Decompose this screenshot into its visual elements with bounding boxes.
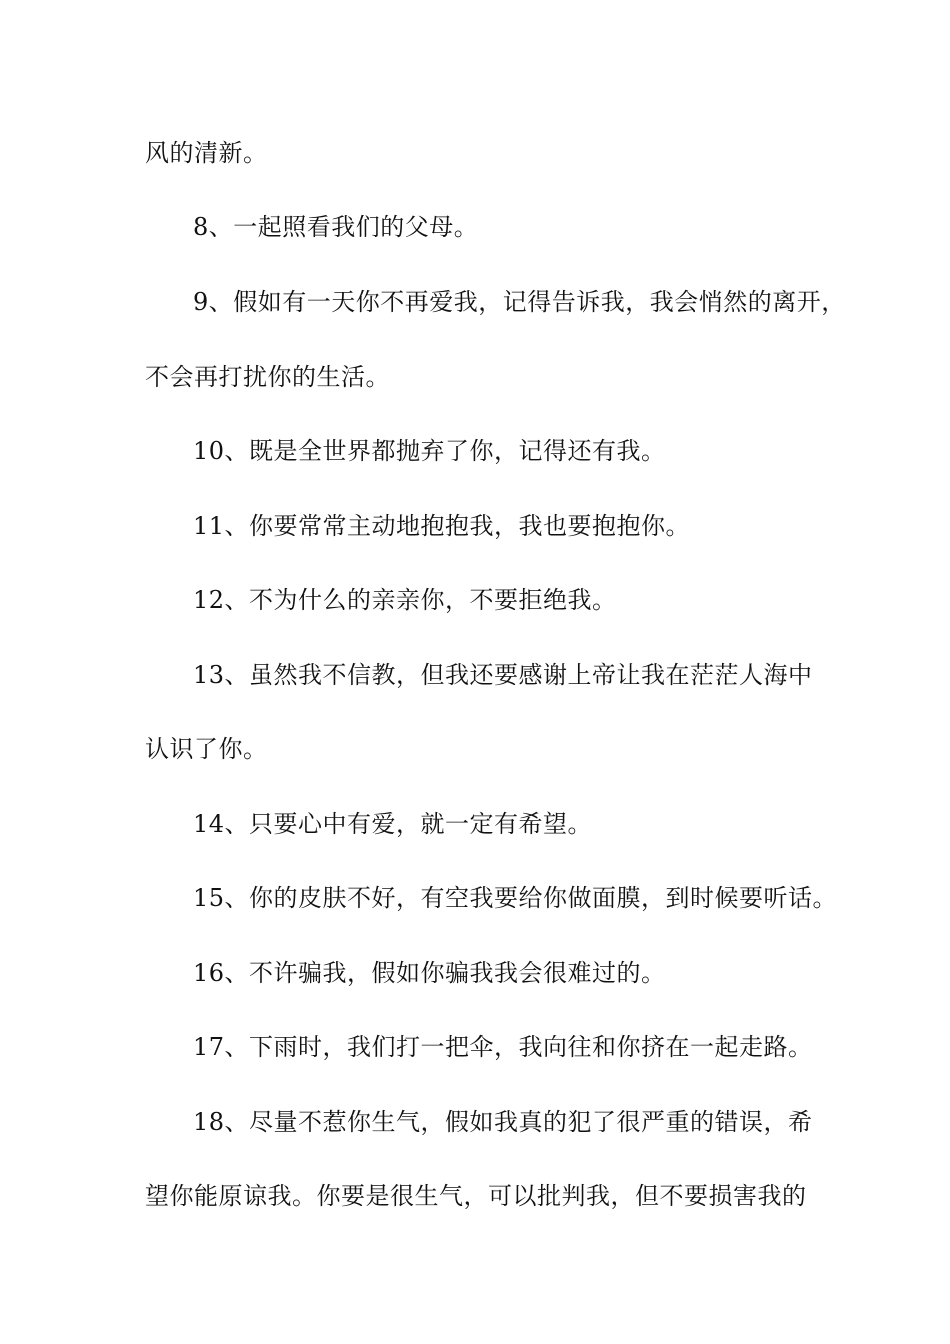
list-item-13-continued: 认识了你。 (145, 735, 268, 763)
list-item-12: 12、不为什么的亲亲你，不要拒绝我。 (193, 586, 617, 614)
list-item-11: 11、你要常常主动地抱抱我，我也要抱抱你。 (193, 512, 691, 540)
list-item-17: 17、下雨时，我们打一把伞，我向往和你挤在一起走路。 (193, 1033, 813, 1061)
list-item-14: 14、只要心中有爱，就一定有希望。 (193, 810, 593, 838)
list-item-9: 9、假如有一天你不再爱我，记得告诉我，我会悄然的离开， (193, 288, 846, 316)
list-item-9-continued: 不会再打扰你的生活。 (145, 363, 390, 391)
list-item-13: 13、虽然我不信教，但我还要感谢上帝让我在茫茫人海中 (193, 661, 813, 689)
list-item-8: 8、一起照看我们的父母。 (193, 213, 479, 241)
list-item-10: 10、既是全世界都抛弃了你，记得还有我。 (193, 437, 666, 465)
text-line-1: 风的清新。 (145, 139, 268, 167)
list-item-15: 15、你的皮肤不好，有空我要给你做面膜，到时候要听话。 (193, 884, 838, 912)
list-item-16: 16、不许骗我，假如你骗我我会很难过的。 (193, 959, 666, 987)
list-item-18-continued: 望你能原谅我。你要是很生气，可以批判我，但不要损害我的 (145, 1182, 807, 1210)
list-item-18: 18、尽量不惹你生气，假如我真的犯了很严重的错误，希 (193, 1108, 813, 1136)
